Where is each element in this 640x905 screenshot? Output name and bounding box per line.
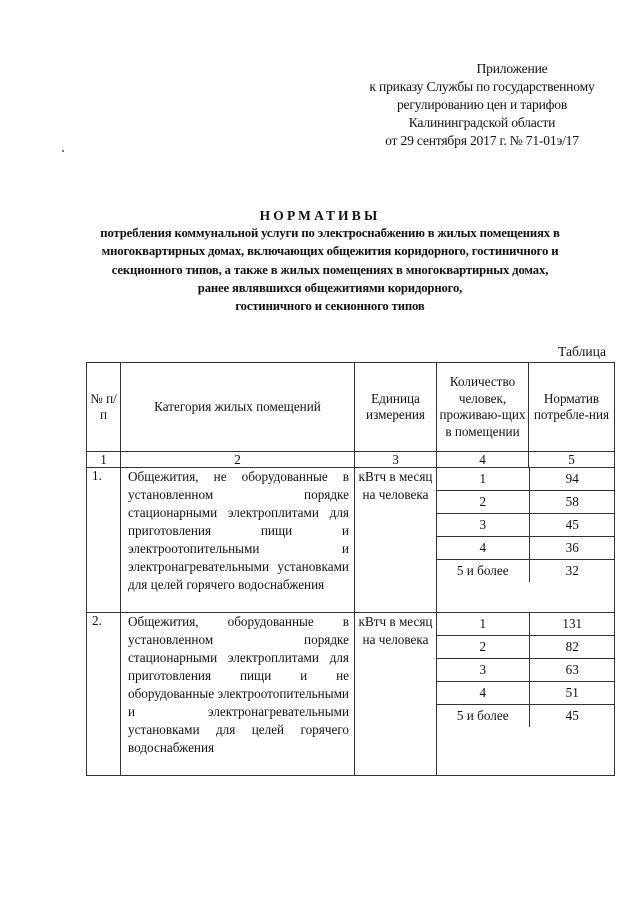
value-row (437, 659, 615, 682)
value-row (437, 491, 615, 514)
norms-table (86, 362, 615, 776)
people-cell: 1 (437, 613, 529, 636)
norm-cell: 51 (529, 682, 615, 705)
appendix-date-line: от 29 сентября 2017 г. № 71-01э/17 (385, 133, 579, 148)
header-people: Количество человек, проживаю-щих в помещении (437, 363, 529, 452)
people-cell: 2 (437, 636, 529, 659)
people-cell: 4 (437, 682, 529, 705)
norm-cell: 36 (529, 537, 615, 560)
norm-cell: 131 (529, 613, 615, 636)
row-unit: кВтч в месяц на человека (355, 613, 437, 776)
table-row (87, 613, 615, 776)
norm-cell: 94 (529, 468, 615, 491)
row-category: Общежития, оборудованные в установленном порядке стационарными электроплитами для приготовления пищи и не оборудованные электроотопительными и электронагревательными установками для целей горячего водоснабжения (121, 613, 355, 776)
scan-speck (62, 150, 64, 152)
norm-cell: 63 (529, 659, 615, 682)
appendix-region-line: Калининградской области (408, 115, 556, 130)
value-row (437, 537, 615, 560)
values-subtable (437, 613, 615, 727)
people-cell: 4 (437, 537, 529, 560)
people-cell: 2 (437, 491, 529, 514)
document-title: НОРМАТИВЫ (259, 208, 381, 223)
appendix-title: Приложение (476, 61, 548, 76)
document-subtitle (62, 224, 598, 315)
value-row (437, 468, 615, 491)
column-number: 2 (121, 452, 355, 468)
header-num: № п/п (87, 363, 121, 452)
column-number: 3 (355, 452, 437, 468)
row-category: Общежития, не оборудованные в установленном порядке стационарными электроплитами для приготовления пищи и электроотопительными и электронагревательными установками для целей горячего водоснабжения (121, 468, 355, 613)
header-unit: Единица измерения (355, 363, 437, 452)
value-row (437, 613, 615, 636)
people-cell: 1 (437, 468, 529, 491)
row-values (437, 613, 615, 776)
column-number: 4 (437, 452, 529, 468)
table-header-row (87, 363, 615, 452)
column-number: 5 (529, 452, 615, 468)
norm-cell: 58 (529, 491, 615, 514)
row-values (437, 468, 615, 613)
appendix-header (362, 60, 602, 150)
norm-cell: 32 (565, 563, 579, 578)
row-index: 1. (87, 468, 121, 613)
row-unit: кВтч в месяц на человека (355, 468, 437, 613)
table-row (87, 468, 615, 613)
appendix-agency-line: регулированию цен и тарифов (396, 97, 568, 112)
value-row (437, 705, 615, 728)
header-norm: Норматив потребле-ния (529, 363, 615, 452)
value-row (437, 682, 615, 705)
values-subtable (437, 468, 615, 582)
people-cell: 3 (437, 659, 529, 682)
column-number-row (87, 452, 615, 468)
subtitle-line: потребления коммунальной услуги по электроснабжению в жилых помещениях в (100, 226, 560, 240)
subtitle-line: многоквартирных домах, включающих общежития коридорного, гостиничного и (101, 244, 559, 259)
people-cell: 5 и более (437, 560, 529, 583)
value-row (437, 560, 615, 583)
norm-cell: 82 (529, 636, 615, 659)
people-cell: 3 (437, 514, 529, 537)
norm-cell: 45 (529, 514, 615, 537)
column-number: 1 (87, 452, 121, 468)
subtitle-line: гостиничного и секионного типов (235, 299, 425, 314)
norm-cell: 45 (565, 708, 579, 723)
value-row (437, 514, 615, 537)
header-category: Категория жилых помещений (121, 363, 355, 452)
table-label: Таблица (558, 344, 606, 359)
subtitle-line: ранее являвшихся общежитиями коридорного, (197, 280, 463, 295)
row-index: 2. (87, 613, 121, 776)
subtitle-line: секционного типов, а также в жилых помещениях в многоквартирных домах, (111, 262, 549, 277)
appendix-order-line: к приказу Службы по государственному (369, 79, 595, 94)
value-row (437, 636, 615, 659)
people-cell: 5 и более (437, 705, 529, 728)
